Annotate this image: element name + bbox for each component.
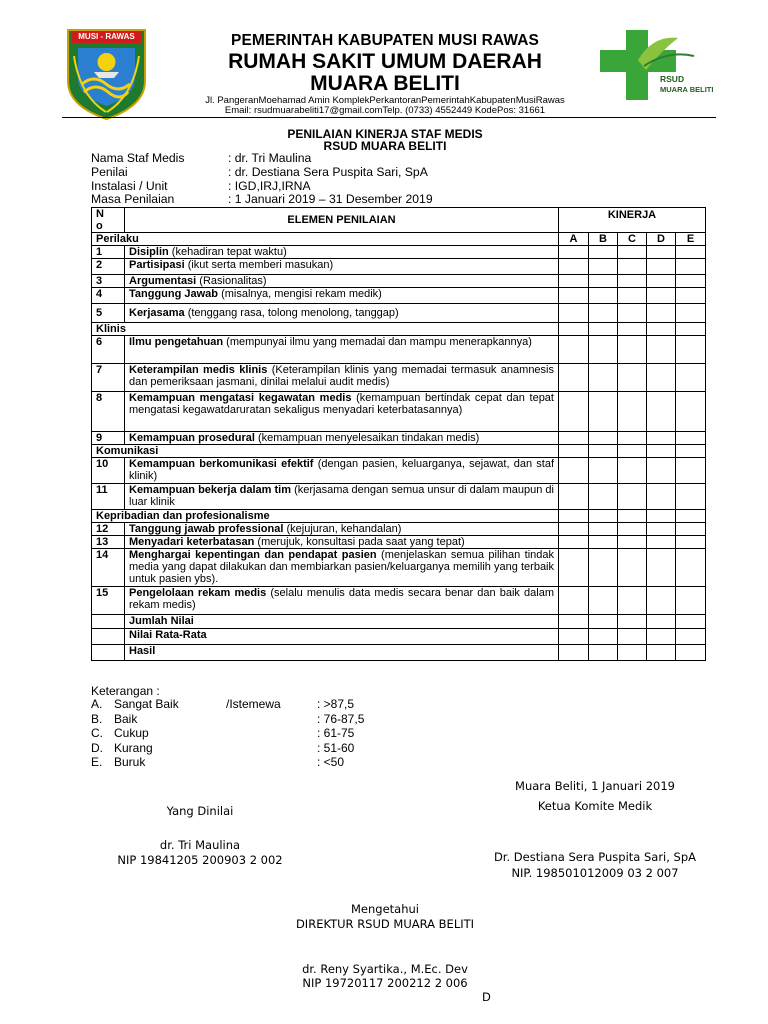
hospital-address: Jl. PangeranMoehamad Amin KomplekPerkantoranPemerintahKabupatenMusiRawas: [205, 95, 565, 106]
grade-cell[interactable]: [589, 615, 618, 629]
cut-off-letter: D: [482, 990, 491, 1004]
grade-cell[interactable]: [676, 645, 706, 661]
grade-cell[interactable]: [676, 288, 706, 304]
header-divider: [62, 117, 716, 118]
grade-cell[interactable]: [618, 259, 647, 275]
grade-cell[interactable]: [647, 275, 676, 288]
grade-cell[interactable]: [647, 484, 676, 510]
grade-cell[interactable]: [589, 364, 618, 392]
grade-cell[interactable]: [589, 458, 618, 484]
mengetahui-label: Mengetahui: [351, 902, 419, 916]
table-row: 1 Disiplin (kehadiran tepat waktu): [92, 246, 706, 259]
hospital-location: MUARA BELITI: [310, 72, 460, 95]
grade-a: A: [559, 233, 589, 246]
grade-cell[interactable]: [647, 392, 676, 432]
grade-cell[interactable]: [589, 629, 618, 645]
list-item: C. Cukup : 61-75: [91, 726, 355, 740]
grade-cell[interactable]: [559, 246, 589, 259]
grade-cell[interactable]: [676, 246, 706, 259]
grade-cell[interactable]: [676, 458, 706, 484]
grade-c: C: [618, 233, 647, 246]
komite-name: Dr. Destiana Sera Puspita Sari, SpA: [493, 850, 697, 864]
grade-cell[interactable]: [647, 549, 676, 587]
grade-cell[interactable]: [618, 432, 647, 445]
info-value: : 1 Januari 2019 – 31 Desember 2019: [228, 192, 433, 206]
grade-cell[interactable]: [559, 364, 589, 392]
grade-cell[interactable]: [676, 275, 706, 288]
grade-cell[interactable]: [676, 536, 706, 549]
hospital-name: RUMAH SAKIT UMUM DAERAH: [228, 50, 542, 73]
table-row: 2 Partisipasi (ikut serta memberi masukan): [92, 259, 706, 275]
grade-cell[interactable]: [559, 549, 589, 587]
table-row: 10 Kemampuan berkomunikasi efektif (dengan pasien, keluarganya, sejawat, dan staf klinik): [92, 458, 706, 484]
grade-cell[interactable]: [618, 458, 647, 484]
komite-nip: NIP. 198501012009 03 2 007: [511, 866, 679, 880]
grade-cell[interactable]: [618, 364, 647, 392]
grade-cell[interactable]: [676, 432, 706, 445]
table-row: 11 Kemampuan bekerja dalam tim (kerjasama dengan semua unsur di dalam maupun di luar klinik: [92, 484, 706, 510]
grade-cell[interactable]: [647, 536, 676, 549]
grade-cell[interactable]: [589, 549, 618, 587]
grade-cell[interactable]: [559, 304, 589, 323]
grade-cell[interactable]: [559, 259, 589, 275]
dinilai-title: Yang Dinilai: [166, 804, 234, 818]
form-title: PENILAIAN KINERJA STAF MEDIS: [287, 127, 483, 141]
grade-cell[interactable]: [559, 484, 589, 510]
grade-cell[interactable]: [618, 645, 647, 661]
grade-cell[interactable]: [589, 484, 618, 510]
grade-cell[interactable]: [676, 484, 706, 510]
grade-cell[interactable]: [647, 364, 676, 392]
grade-cell[interactable]: [676, 392, 706, 432]
grade-cell[interactable]: [589, 645, 618, 661]
grade-cell[interactable]: [589, 246, 618, 259]
grade-cell[interactable]: [559, 275, 589, 288]
rata-rata-label: Nilai Rata-Rata: [125, 629, 559, 645]
section-komunikasi: Komunikasi: [92, 445, 559, 458]
grade-cell[interactable]: [559, 629, 589, 645]
col-no-header: N o: [92, 208, 125, 233]
grade-cell[interactable]: [589, 523, 618, 536]
table-row: 4 Tanggung Jawab (misalnya, mengisi rekam medik): [92, 288, 706, 304]
table-row: 8 Kemampuan mengatasi kegawatan medis (kemampuan bertindak cepat dan tepat mengatasi kegawatdaruratan sekaligus menyadari keterbatasannya): [92, 392, 706, 432]
grade-cell[interactable]: [676, 259, 706, 275]
grade-cell[interactable]: [618, 523, 647, 536]
grade-cell[interactable]: [618, 587, 647, 615]
grade-cell[interactable]: [676, 629, 706, 645]
col-elemen-header: ELEMEN PENILAIAN: [125, 208, 559, 233]
musi-rawas-logo-text: MUSI - RAWAS: [78, 32, 135, 41]
rsud-logo-text: RSUD: [660, 74, 685, 84]
grade-e: E: [676, 233, 706, 246]
grade-cell[interactable]: [618, 536, 647, 549]
hospital-contact: Email: rsudmuarabeliti17@gmail.comTelp. (0733) 4552449 KodePos: 31661: [224, 105, 546, 116]
government-name: PEMERINTAH KABUPATEN MUSI RAWAS: [231, 32, 539, 49]
grade-d: D: [647, 233, 676, 246]
list-item: B. Baik : 76-87,5: [91, 711, 365, 726]
rsud-logo-subtext: MUARA BELITI: [660, 85, 714, 94]
grade-cell[interactable]: [647, 629, 676, 645]
grade-cell[interactable]: [676, 549, 706, 587]
grade-cell[interactable]: [618, 336, 647, 364]
assessment-table: [91, 207, 706, 661]
grade-cell[interactable]: [559, 536, 589, 549]
grade-cell[interactable]: [647, 458, 676, 484]
direktur-title: DIREKTUR RSUD MUARA BELITI: [295, 917, 475, 931]
grade-cell[interactable]: [647, 288, 676, 304]
grade-cell[interactable]: [559, 336, 589, 364]
table-row: 15 Pengelolaan rekam medis (selalu menulis data medis secara benar dan baik dalam rekam medis): [92, 587, 706, 615]
grade-cell[interactable]: [676, 304, 706, 323]
direktur-nip: NIP 19720117 200212 2 006: [302, 976, 468, 990]
dinilai-nip: NIP 19841205 200903 2 002: [117, 853, 283, 867]
grade-cell[interactable]: [618, 275, 647, 288]
grade-cell[interactable]: [589, 587, 618, 615]
grade-cell[interactable]: [559, 392, 589, 432]
grade-cell[interactable]: [618, 288, 647, 304]
grade-cell[interactable]: [559, 432, 589, 445]
grade-cell[interactable]: [559, 523, 589, 536]
grade-cell[interactable]: [647, 523, 676, 536]
table-row: 6 Ilmu pengetahuan (mempunyai ilmu yang memadai dan mampu menerapkannya): [92, 336, 706, 364]
direktur-name: dr. Reny Syartika., M.Ec. Dev: [302, 962, 468, 976]
grade-cell[interactable]: [589, 392, 618, 432]
grade-cell[interactable]: [676, 615, 706, 629]
grade-cell[interactable]: [647, 304, 676, 323]
grade-cell[interactable]: [676, 336, 706, 364]
info-label: Masa Penilaian: [91, 192, 175, 206]
section-klinis: Klinis: [92, 323, 559, 336]
musi-rawas-logo: [64, 26, 149, 121]
grade-cell[interactable]: [676, 587, 706, 615]
grade-cell[interactable]: [647, 432, 676, 445]
grade-cell[interactable]: [559, 615, 589, 629]
grade-cell[interactable]: [618, 246, 647, 259]
grade-cell[interactable]: [676, 364, 706, 392]
table-row: 5 Kerjasama (tenggang rasa, tolong menolong, tanggap): [92, 304, 706, 323]
form-subtitle: RSUD MUARA BELITI: [323, 139, 447, 153]
grade-cell[interactable]: [589, 275, 618, 288]
jumlah-nilai-label: Jumlah Nilai: [125, 615, 559, 629]
info-value: : dr. Tri Maulina: [228, 151, 312, 165]
hasil-label: Hasil: [125, 645, 559, 661]
grade-cell[interactable]: [559, 458, 589, 484]
info-value: : IGD,IRJ,IRNA: [228, 179, 311, 193]
grade-cell[interactable]: [647, 645, 676, 661]
info-label: Nama Staf Medis: [91, 151, 185, 165]
grade-cell[interactable]: [618, 304, 647, 323]
table-row: 13 Menyadari keterbatasan (merujuk, konsultasi pada saat yang tepat): [92, 536, 706, 549]
list-item: D. Kurang : 51-60: [91, 740, 355, 755]
grade-cell[interactable]: [589, 336, 618, 364]
dinilai-name: dr. Tri Maulina: [159, 838, 241, 852]
komite-title: Ketua Komite Medik: [537, 799, 653, 813]
info-label: Penilai: [91, 165, 128, 179]
list-item: E. Buruk : <50: [91, 755, 345, 769]
grade-cell[interactable]: [589, 288, 618, 304]
table-row: 7 Keterampilan medis klinis (Keterampilan klinis yang memadai termasuk anamnesis dan pemeriksaan jasmani, dinilai melalui audit medis): [92, 364, 706, 392]
grade-cell[interactable]: [589, 536, 618, 549]
place-date: Muara Beliti, 1 Januari 2019: [515, 779, 675, 793]
grade-cell[interactable]: [618, 549, 647, 587]
grade-cell[interactable]: [618, 484, 647, 510]
section-perilaku: Perilaku: [92, 233, 559, 246]
keterangan-list: [91, 697, 491, 770]
table-row: 3 Argumentasi (Rasionalitas): [92, 275, 706, 288]
grade-cell[interactable]: [676, 523, 706, 536]
grade-cell[interactable]: [647, 246, 676, 259]
grade-cell[interactable]: [589, 432, 618, 445]
table-row: 12 Tanggung jawab professional (kejujuran, kehandalan): [92, 523, 706, 536]
grade-cell[interactable]: [559, 587, 589, 615]
table-row: 14 Menghargai kepentingan dan pendapat pasien (menjelaskan semua pilihan tindak media yang dapat dilakukan dan membiarkan pasien/keluarganya memilih yang terbaik untuk pasien ybs).: [92, 549, 706, 587]
section-kepribadian: Kepribadian dan profesionalisme: [92, 510, 559, 523]
grade-cell[interactable]: [647, 587, 676, 615]
grade-cell[interactable]: [647, 615, 676, 629]
grade-cell[interactable]: [647, 336, 676, 364]
grade-cell[interactable]: [589, 304, 618, 323]
grade-cell[interactable]: [618, 392, 647, 432]
list-item: A. Sangat Baik /Istemewa : >87,5: [91, 697, 355, 711]
grade-cell[interactable]: [559, 288, 589, 304]
table-row: 9 Kemampuan prosedural (kemampuan menyelesaikan tindakan medis): [92, 432, 706, 445]
col-kinerja-header: KINERJA: [559, 208, 706, 233]
keterangan-title: Keterangan :: [91, 684, 160, 698]
grade-cell[interactable]: [589, 259, 618, 275]
info-value: : dr. Destiana Sera Puspita Sari, SpA: [228, 165, 428, 179]
info-label: Instalasi / Unit: [91, 179, 168, 193]
grade-cell[interactable]: [647, 259, 676, 275]
grade-cell[interactable]: [618, 615, 647, 629]
grade-b: B: [589, 233, 618, 246]
grade-cell[interactable]: [559, 645, 589, 661]
grade-cell[interactable]: [618, 629, 647, 645]
